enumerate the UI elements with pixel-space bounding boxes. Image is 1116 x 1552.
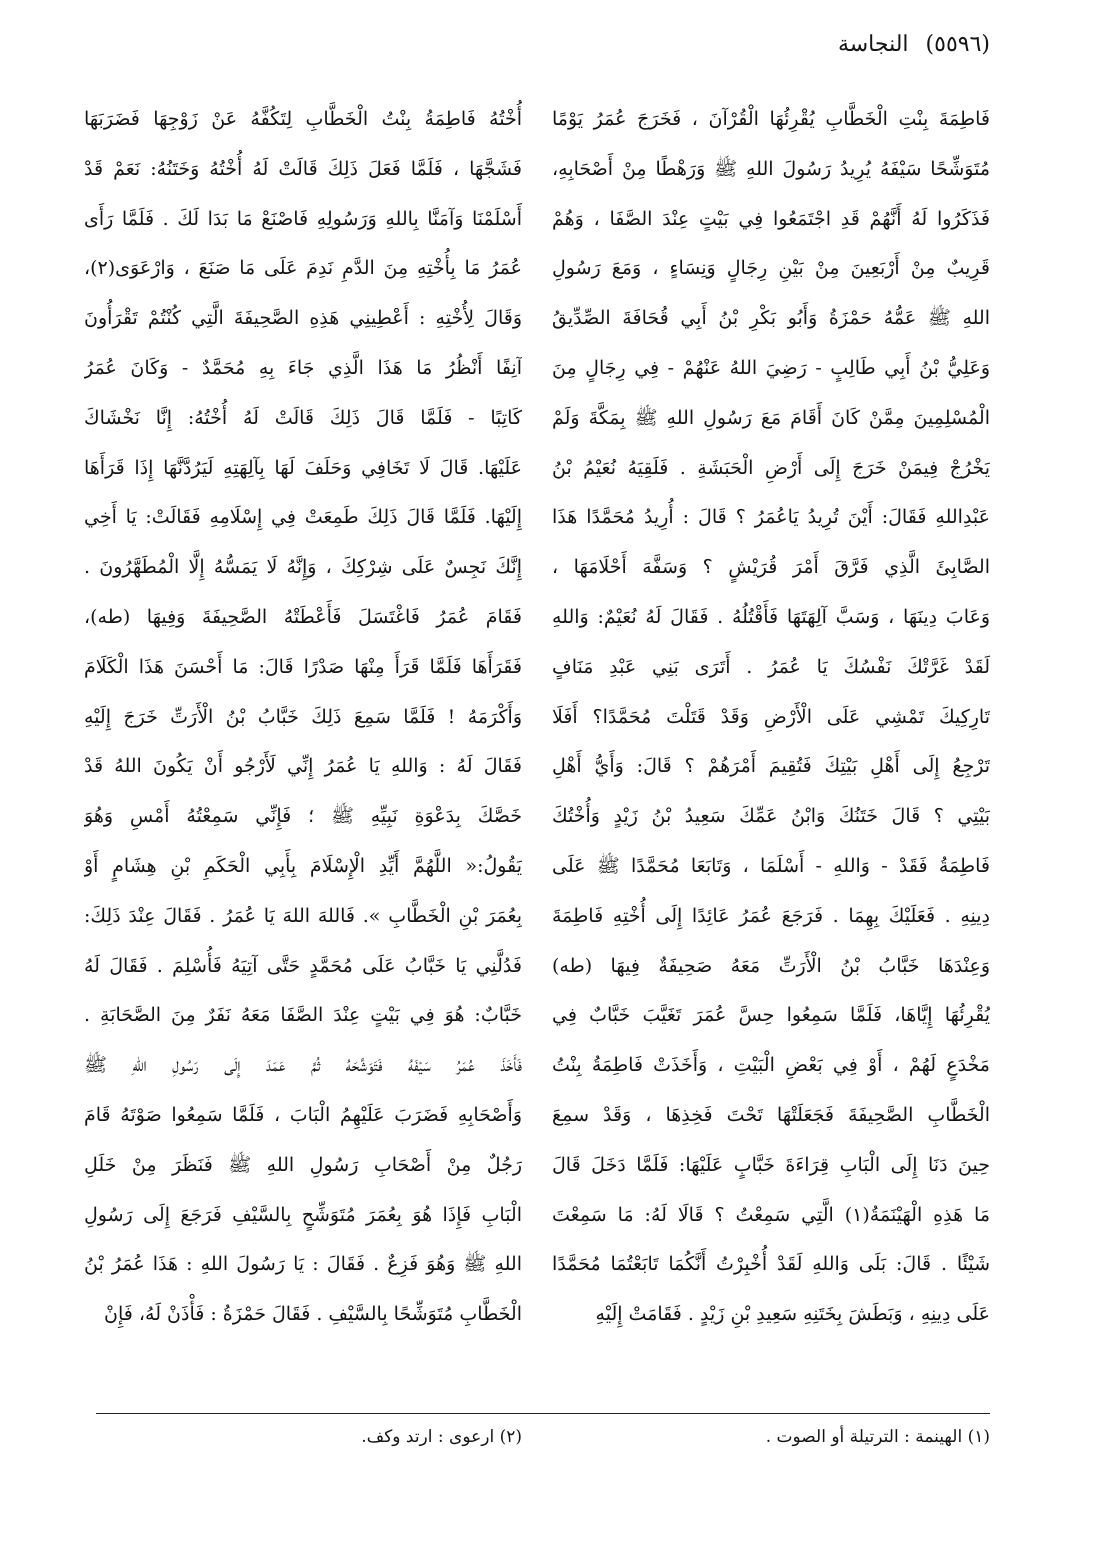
- page-number: (٥٥٩٦): [925, 32, 990, 57]
- footnote-divider: [96, 1413, 990, 1414]
- text-line: قَرِيبٌ مِنْ أَرْبَعِينَ مِنْ بَيْنِ رِجَالٍ وَنِسَاءٍ ، وَمَعَ رَسُولِ: [552, 257, 990, 280]
- text-line: الْخَطَّابِ مُتَوَشِّحًا بِالسَّيْفِ . فَقَالَ حَمْزَةُ : فَأْذَنْ لَهُ، فَإِنْ: [104, 1303, 522, 1326]
- text-line: وَقَالَ لِأُخْتِهِ : أَعْطِينِي هَذِهِ الصَّحِيفَةَ الَّتِي كُنْتُمْ تَقْرَأُونَ: [84, 307, 522, 330]
- text-line: يَخْرُجْ فِيمَنْ خَرَجَ إِلَى أَرْضِ الْحَبَشَةِ . فَلَقِيَهُ نُعَيْمُ بْنُ: [552, 456, 990, 479]
- text-line: عَلَى دِينِهِ ، وَبَطَشَ بِخَتَنِهِ سَعِيدِ بْنِ زَيْدٍ . فَقَامَتْ إِلَيْهِ: [595, 1303, 990, 1326]
- text-line: رَجُلٌ مِنْ أَصْحَابِ رَسُولِ اللهِ ﷺ فَنَظَرَ مِنْ خَلَلِ: [84, 1153, 522, 1176]
- text-line: بِعُمَرَ بْنِ الْخَطَّابِ ». فَاللهَ اللهَ يَا عُمَرُ . فَقَالَ عِنْدَ ذَلِكَ:: [84, 904, 522, 927]
- text-line: تَارِكِيكَ تَمْشِي عَلَى الْأَرْضِ وَقَدْ قَتَلْتَ مُحَمَّدًا؟ أَفَلَا: [552, 705, 990, 728]
- text-line: لَقَدْ غَرَّتْكَ نَفْسُكَ يَا عُمَرُ . أَتَرَى بَنِي عَبْدِ مَنَافٍ: [552, 655, 990, 678]
- text-line: وَعَابَ دِينَهَا ، وَسَبَّ آلِهَتَهَا فَأَقْتُلُهُ . فَقَالَ لَهُ نُعَيْمٌ: وَاللهِ: [552, 605, 990, 628]
- text-line: أَسْلَمْنَا وَآمَنَّا بِاللهِ وَرَسُولِهِ فَاصْنَعْ مَا بَدَا لَكَ . فَلَمَّا رَأَى: [84, 207, 522, 230]
- text-line: آنِفًا أَنْظُرُ مَا هَذَا الَّذِي جَاءَ بِهِ مُحَمَّدٌ - وَكَانَ عُمَرُ: [84, 356, 522, 379]
- left-text-column: [84, 95, 522, 1340]
- text-line: وَعَلِيُّ بْنُ أَبِي طَالِبٍ - رَضِيَ اللهُ عَنْهُمْ - فِي رِجَالٍ مِنَ: [552, 356, 990, 379]
- text-line: فَشَجَّهَا ، فَلَمَّا فَعَلَ ذَلِكَ قَالَتْ لَهُ أُخْتُهُ وَخَتَنُهُ: نَعَمْ قَدْ: [84, 157, 522, 180]
- text-line: أُخْتُهُ فَاطِمَةُ بِنْتُ الْخَطَّابِ لِتَكُفَّهُ عَنْ زَوْجِهَا فَضَرَبَهَا: [84, 108, 522, 130]
- text-line: خَبَّابٌ: هُوَ فِي بَيْتٍ عِنْدَ الصَّفَا مَعَهُ نَفَرٌ مِنَ الصَّحَابَةِ .: [84, 1004, 522, 1027]
- footnote-1: (١) الهينمة : الترتيلة أو الصوت .: [765, 1427, 990, 1447]
- footnote-2: (٢) ارعوى : ارتد وكف.: [361, 1427, 522, 1447]
- chapter-title: النجاسة: [837, 32, 909, 57]
- text-line: فَاطِمَةَ بِنْتِ الْخَطَّابِ يُقْرِئُهَا الْقُرْآنَ ، فَخَرَجَ عُمَرُ يَوْمًا: [552, 108, 990, 130]
- text-line: فَأَخَذَ عُمَرُ سَيْفَهُ فَتَوَشَّحَهُ ثُمَّ عَمَدَ إِلَى رَسُولِ اللهِ ﷺ: [84, 1054, 522, 1077]
- text-line: اللهِ ﷺ وَهُوَ فَزِعٌ . فَقَالَ : يَا رَسُولَ اللهِ : هَذَا عُمَرُ بْنُ: [84, 1253, 522, 1276]
- text-line: الصَّابِئَ الَّذِي فَرَّقَ أَمْرَ قُرَيْشٍ ؟ وَسَفَّهَ أَحْلَامَهَا ،: [552, 556, 990, 579]
- text-line: إِنَّكَ نَجِسٌ عَلَى شِرْكِكَ ، وَإِنَّهُ لَا يَمَسُّهُ إِلَّا الْمُطَهَّرُونَ .: [84, 556, 522, 579]
- text-line: دِينِهِ . فَعَلَيْكَ بِهِمَا . فَرَجَعَ عُمَرُ عَائِدًا إِلَى أُخْتِهِ فَاطِمَةَ: [552, 904, 990, 927]
- text-line: عَبْدِاللهِ فَقَالَ: أَيْنَ تُرِيدُ يَاعُمَرُ ؟ قَالَ : أُرِيدُ مُحَمَّدًا هَذَا: [552, 506, 990, 529]
- text-line: يُقْرِئُهَا إِيَّاهَا، فَلَمَّا سَمِعُوا حِسَّ عُمَرَ تَغَيَّبَ خَبَّابٌ فِي: [552, 1004, 990, 1027]
- text-line: حِينَ دَنَا إِلَى الْبَابِ قِرَاءَةَ خَبَّابٍ عَلَيْهَا: فَلَمَّا دَخَلَ قَالَ: [552, 1153, 990, 1176]
- text-line: عُمَرُ مَا بِأُخْتِهِ مِنَ الدَّمِ نَدِمَ عَلَى مَا صَنَعَ ، وَارْعَوَى(٢)،: [84, 257, 522, 280]
- text-line: فَقَالَ لَهُ : وَاللهِ يَا عُمَرُ إِنِّي لَأَرْجُو أَنْ يَكُونَ اللهُ قَدْ: [84, 755, 522, 778]
- right-text-column: [552, 95, 990, 1340]
- page-header: [838, 30, 990, 60]
- text-line: فَاطِمَةُ فَقَدْ - وَاللهِ - أَسْلَمَا ، وَتَابَعَا مُحَمَّدًا ﷺ عَلَى: [552, 854, 990, 877]
- text-line: فَدُلَّنِي يَا خَبَّابُ عَلَى مُحَمَّدٍ حَتَّى آتِيَهُ فَأُسْلِمَ . فَقَالَ لَهُ: [84, 954, 522, 977]
- text-line: كَاتِبًا - فَلَمَّا قَالَ ذَلِكَ قَالَتْ لَهُ أُخْتُهُ: إِنَّا نَخْشَاكَ: [84, 406, 522, 429]
- text-line: يَقُولُ:« اللَّهُمَّ أَيِّدِ الْإِسْلَامَ بِأَبِي الْحَكَمِ بْنِ هِشَامٍ أَوْ: [84, 854, 522, 877]
- text-line: مَخْدَعٍ لَهُمْ ، أَوْ فِي بَعْضِ الْبَيْتِ ، وَأَخَذَتْ فَاطِمَةُ بِنْتُ: [552, 1054, 990, 1077]
- text-line: تَرْجِعُ إِلَى أَهْلِ بَيْتِكَ فَتُقِيمَ أَمْرَهُمْ ؟ قَالَ: وَأَيُّ أَهْلِ: [552, 755, 990, 778]
- text-line: عَلَيْهَا. قَالَ لَا تَخَافِي وَحَلَفَ لَهَا بِآلِهَتِهِ لَيَرُدَّنَّهَا إِذَا قَرَأَهَا: [84, 456, 522, 479]
- text-line: الْمُسْلِمِينَ مِمَّنْ كَانَ أَقَامَ مَعَ رَسُولِ اللهِ ﷺ بِمَكَّةَ وَلَمْ: [552, 406, 990, 429]
- text-line: وَأَصْحَابِهِ فَضَرَبَ عَلَيْهِمُ الْبَابَ ، فَلَمَّا سَمِعُوا صَوْتَهُ قَامَ: [84, 1103, 522, 1126]
- text-line: وَعِنْدَهَا خَبَّابُ بْنُ الْأَرَتِّ مَعَهُ صَحِيفَةٌ فِيهَا (طه): [552, 954, 990, 977]
- text-line: فَذَكَرُوا لَهُ أَنَّهُمْ قَدِ اجْتَمَعُوا فِي بَيْتٍ عِنْدَ الصَّفَا ، وَهُمْ: [552, 207, 990, 230]
- text-line: شَيْئًا . قَالَ: بَلَى وَاللهِ لَقَدْ أُخْبِرْتُ أَنَّكُمَا تَابَعْتُمَا مُحَمَّدًا: [552, 1253, 990, 1276]
- text-line: بَيْتِي ؟ قَالَ خَتَنُكَ وَابْنُ عَمِّكَ سَعِيدُ بْنُ زَيْدٍ وَأُخْتُكَ: [552, 805, 990, 828]
- text-line: وَأَكْرَمَهُ ! فَلَمَّا سَمِعَ ذَلِكَ خَبَّابُ بْنُ الْأَرَتِّ خَرَجَ إِلَيْهِ: [84, 705, 522, 728]
- text-line: فَقَامَ عُمَرُ فَاغْتَسَلَ فَأَعْطَتْهُ الصَّحِيفَةَ وَفِيهَا (طه)،: [84, 605, 522, 628]
- text-line: خَصَّكَ بِدَعْوَةِ نَبِيِّهِ ﷺ ؛ فَإِنِّي سَمِعْتُهُ أَمْسِ وَهُوَ: [84, 805, 522, 828]
- text-line: اللهِ ﷺ عَمُّهُ حَمْزَةُ وَأَبُو بَكْرِ بْنُ أَبِي قُحَافَةَ الصِّدِّيقُ: [552, 307, 990, 330]
- text-line: الْبَابِ فَإِذَا هُوَ بِعُمَرَ مُتَوَشِّحٍ بِالسَّيْفِ فَرَجَعَ إِلَى رَسُولِ: [84, 1203, 522, 1226]
- text-line: مَا هَذِهِ الْهَيْنَمَةُ(١) الَّتِي سَمِعْتُ ؟ قَالَا لَهُ: مَا سَمِعْتَ: [552, 1203, 990, 1226]
- text-line: مُتَوَشِّحًا سَيْفَهُ يُرِيدُ رَسُولَ اللهِ ﷺ وَرَهْطًا مِنْ أَصْحَابِهِ،: [552, 157, 990, 180]
- text-line: الْخَطَّابِ الصَّحِيفَةَ فَجَعَلَتْهَا تَحْتَ فَخِذِهَا ، وَقَدْ سمِعَ: [552, 1103, 990, 1126]
- text-line: فَقَرَأَهَا فَلَمَّا قَرَأَ مِنْهَا صَدْرًا قَالَ: مَا أَحْسَنَ هَذَا الْكَلَامَ: [84, 655, 522, 678]
- text-line: إِلَيْهَا. فَلَمَّا قَالَ ذَلِكَ طَمِعَتْ فِي إِسْلَامِهِ فَقَالَتْ: يَا أَخِي: [84, 506, 522, 529]
